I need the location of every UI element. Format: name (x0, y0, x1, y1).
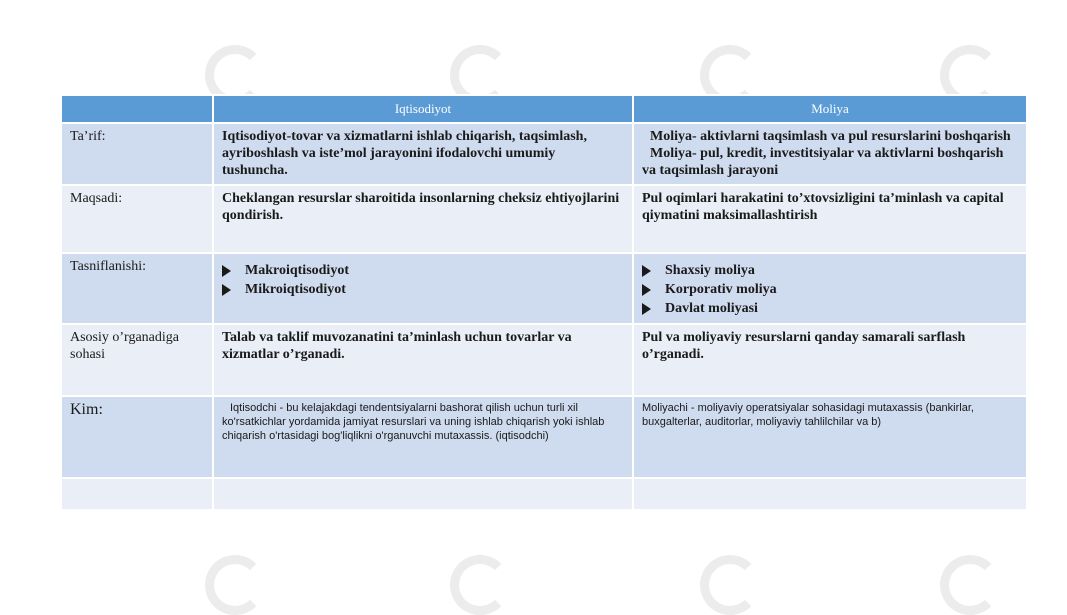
header-moliya: Moliya (633, 95, 1027, 123)
arrow-bullet-icon (642, 303, 651, 315)
row-label-maqsadi: Maqsadi: (61, 185, 213, 253)
table-header-row (61, 95, 1027, 123)
empty-cell (633, 478, 1027, 510)
cell-tasniflanishi-moliya (633, 253, 1027, 324)
tarif-moliya-line-2: Moliya- pul, kredit, investitsiyalar va aktivlarni boshqarish va taqsimlash jarayoni (642, 146, 1004, 178)
table-row (61, 396, 1027, 478)
table-row (61, 324, 1027, 396)
table-row (61, 123, 1027, 185)
header-iqtisodiyot: Iqtisodiyot (213, 95, 633, 123)
watermark-logo-icon (700, 555, 760, 615)
list-item (222, 262, 624, 279)
cell-asosiy-iqtisodiyot: Talab va taklif muvozanatini ta’minlash uchun tovarlar va xizmatlar o’rganadi. (213, 324, 633, 396)
list-item (642, 281, 1018, 298)
list-item-label: Makroiqtisodiyot (245, 263, 349, 278)
row-label-tasniflanishi: Tasniflanishi: (61, 253, 213, 324)
cell-tarif-iqtisodiyot: Iqtisodiyot-tovar va xizmatlarni ishlab chiqarish, taqsimlash, ayriboshlash va iste’mol jarayonini ifodalovchi umumiy tushuncha. (213, 123, 633, 185)
cell-kim-moliya: Moliyachi - moliyaviy operatsiyalar sohasidagi mutaxassis (bankirlar, buxgalterlar, auditorlar, moliyaviy tahlilchilar va b) (633, 396, 1027, 478)
list-item (642, 262, 1018, 279)
arrow-bullet-icon (222, 265, 231, 277)
table-row (61, 185, 1027, 253)
list-item (222, 281, 624, 298)
cell-asosiy-moliya: Pul va moliyaviy resurslarni qanday samarali sarflash o’rganadi. (633, 324, 1027, 396)
watermark-logo-icon (940, 555, 1000, 615)
moliya-type-list (642, 262, 1018, 317)
arrow-bullet-icon (642, 284, 651, 296)
cell-maqsadi-iqtisodiyot: Cheklangan resurslar sharoitida insonlarning cheksiz ehtiyojlarini qondirish. (213, 185, 633, 253)
row-label-kim: Kim: (61, 396, 213, 478)
cell-kim-iqtisodiyot: Iqtisodchi - bu kelajakdagi tendentsiyalarni bashorat qilish uchun turli xil ko'rsatkichlar yordamida jamiyat resurslari va uning ishlab chiqarish yoki ishlab chiqarish o'rtasidagi bog'liqlikni o'rganuvchi mutaxassis. (iqtisodchi) (213, 396, 633, 478)
comparison-table (60, 94, 1028, 511)
empty-cell (61, 478, 213, 510)
table-row (61, 253, 1027, 324)
watermark-logo-icon (450, 555, 510, 615)
header-empty-cell (61, 95, 213, 123)
list-item-label: Davlat moliyasi (665, 301, 758, 316)
tarif-moliya-line-1: Moliya- aktivlarni taqsimlash va pul resurslarini boshqarish (650, 129, 1011, 144)
list-item (642, 300, 1018, 317)
watermark-logo-icon (205, 555, 265, 615)
row-label-tarif: Ta’rif: (61, 123, 213, 185)
list-item-label: Korporativ moliya (665, 282, 777, 297)
list-item-label: Shaxsiy moliya (665, 263, 755, 278)
arrow-bullet-icon (642, 265, 651, 277)
arrow-bullet-icon (222, 284, 231, 296)
table-row (61, 478, 1027, 510)
cell-maqsadi-moliya: Pul oqimlari harakatini to’xtovsizligini ta’minlash va capital qiymatini maksimallashtirish (633, 185, 1027, 253)
cell-tasniflanishi-iqtisodiyot (213, 253, 633, 324)
list-item-label: Mikroiqtisodiyot (245, 282, 346, 297)
empty-cell (213, 478, 633, 510)
row-label-asosiy: Asosiy o’rganadiga sohasi (61, 324, 213, 396)
cell-tarif-moliya (633, 123, 1027, 185)
iqtisodiyot-type-list (222, 262, 624, 298)
